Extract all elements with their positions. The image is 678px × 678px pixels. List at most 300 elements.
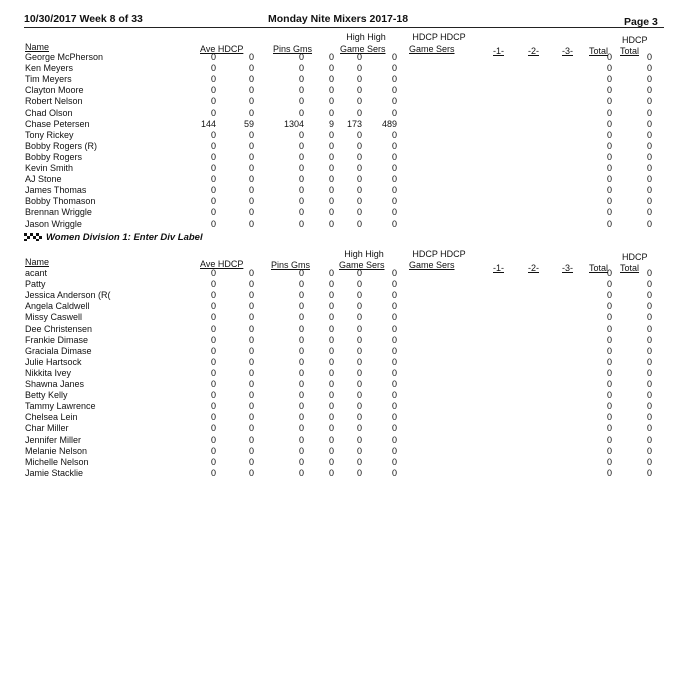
hdcp-total-value: 0: [646, 290, 652, 301]
high-series-value: 0: [391, 85, 397, 96]
high-series-value: 0: [391, 345, 397, 356]
ave-value: 0: [210, 401, 216, 412]
hdcp-total-value: 0: [646, 74, 652, 85]
ave-value: 0: [210, 412, 216, 423]
bowler-name: Dee Christensen: [25, 323, 93, 334]
bowler-name: Ken Meyers: [25, 63, 74, 74]
high-series-value: 0: [391, 456, 397, 467]
hdcp-value: 0: [248, 74, 254, 85]
table-row: [0, 412, 678, 423]
total-value: 0: [606, 345, 612, 356]
total-value: 0: [606, 467, 612, 478]
bowler-name: Brennan Wriggle: [25, 207, 92, 218]
total-value: 0: [606, 129, 612, 140]
high-game-value: 0: [356, 356, 362, 367]
pins-value: 0: [298, 151, 304, 162]
col-total-2: Total: [589, 263, 609, 273]
bowler-name: Graciala Dimase: [25, 345, 92, 356]
total-value: 0: [606, 118, 612, 129]
games-value: 0: [328, 85, 334, 96]
high-game-value: 0: [356, 74, 362, 85]
total-value: 0: [606, 367, 612, 378]
col-game-2-2: -2-: [528, 263, 539, 273]
table-row: [0, 368, 678, 379]
high-game-value: 0: [356, 52, 362, 62]
games-value: 0: [328, 174, 334, 185]
table-row: [0, 312, 678, 323]
ave-value: 0: [210, 345, 216, 356]
hdcp-total-value: 0: [646, 434, 652, 445]
ave-value: 0: [210, 151, 216, 162]
bowler-name: Shawna Janes: [25, 379, 85, 389]
high-series-value: 0: [391, 74, 397, 85]
high-game-value: 0: [356, 401, 362, 412]
ave-value: 0: [210, 74, 216, 85]
bowler-name: Bobby Thomason: [25, 196, 96, 207]
bowler-name: Clayton Moore: [25, 85, 84, 96]
table-row: [0, 141, 678, 152]
hdcp-total-value: 0: [646, 207, 652, 218]
hdcp-value: 0: [248, 401, 254, 412]
high-game-value: 0: [356, 163, 362, 173]
pins-value: 0: [298, 434, 304, 445]
date-week: 10/30/2017 Week 8 of 33: [24, 13, 143, 25]
col-hdcp-total-bottom: Total: [620, 46, 640, 56]
hdcp-value: 0: [248, 96, 254, 107]
ave-value: 0: [210, 218, 216, 229]
pins-value: 0: [298, 334, 304, 345]
hdcp-total-value: 0: [646, 412, 652, 423]
hdcp-value: 0: [248, 423, 254, 434]
hdcp-total-value: 0: [646, 423, 652, 434]
hdcp-total-value: 0: [646, 456, 652, 467]
total-value: 0: [606, 140, 612, 151]
high-series-value: 0: [391, 356, 397, 367]
high-series-value: 0: [391, 185, 397, 196]
hdcp-total-value: 0: [646, 85, 652, 96]
ave-value: 0: [210, 140, 216, 151]
page-number: Page 3: [624, 16, 658, 28]
table-row: [0, 119, 678, 130]
table-row: [0, 435, 678, 446]
hdcp-total-value: 0: [646, 185, 652, 196]
hdcp-total-value: 0: [646, 96, 652, 107]
games-value: 0: [328, 334, 334, 345]
hdcp-total-value: 0: [646, 174, 652, 185]
ave-value: 0: [210, 301, 216, 312]
ave-value: 0: [210, 312, 216, 323]
table-row: [0, 207, 678, 218]
ave-value: 0: [210, 163, 216, 173]
table-row: [0, 290, 678, 301]
hdcp-total-value: 0: [646, 279, 652, 290]
hdcp-value: 0: [248, 140, 254, 151]
bowler-name: Char Miller: [25, 423, 69, 434]
total-value: 0: [606, 74, 612, 85]
table-row: [0, 185, 678, 196]
col-hdcp-bottom: Game Sers: [409, 44, 455, 54]
games-value: 0: [328, 434, 334, 445]
high-game-value: 0: [356, 185, 362, 196]
high-game-value: 173: [346, 118, 362, 129]
table-row: [0, 52, 678, 63]
col-game-3: -3-: [562, 46, 573, 56]
pins-value: 0: [298, 367, 304, 378]
col-game-2: -2-: [528, 46, 539, 56]
table-row: [0, 468, 678, 479]
total-value: 0: [606, 163, 612, 173]
high-game-value: 0: [356, 445, 362, 456]
bowler-name: George McPherson: [25, 52, 104, 62]
col-total: Total: [589, 46, 609, 56]
ave-value: 0: [210, 129, 216, 140]
pins-value: 0: [298, 345, 304, 356]
high-series-value: 0: [391, 379, 397, 389]
pins-value: 0: [298, 185, 304, 196]
ave-value: 0: [210, 279, 216, 290]
total-value: 0: [606, 52, 612, 62]
high-series-value: 0: [391, 107, 397, 118]
ave-value: 0: [210, 456, 216, 467]
table-row: [0, 196, 678, 207]
pins-value: 0: [298, 356, 304, 367]
high-game-value: 0: [356, 434, 362, 445]
games-value: 0: [328, 290, 334, 301]
games-value: 0: [328, 345, 334, 356]
hdcp-value: 0: [248, 107, 254, 118]
high-game-value: 0: [356, 334, 362, 345]
high-game-value: 0: [356, 151, 362, 162]
pins-value: 0: [298, 218, 304, 229]
bowler-name: Jennifer Miller: [25, 434, 82, 445]
col-hdcp-top: HDCP HDCP: [412, 32, 466, 42]
pins-value: 0: [298, 63, 304, 74]
high-game-value: 0: [356, 367, 362, 378]
col-high-top: High High: [346, 32, 386, 42]
table-row: [0, 219, 678, 230]
col-high-bottom: Game Sers: [340, 44, 386, 54]
bowler-name: Robert Nelson: [25, 96, 83, 107]
games-value: 9: [328, 118, 334, 129]
pins-value: 0: [298, 423, 304, 434]
high-series-value: 0: [391, 434, 397, 445]
table-row: [0, 457, 678, 468]
col-pins-gms-2: Pins Gms: [271, 260, 311, 270]
total-value: 0: [606, 107, 612, 118]
games-value: 0: [328, 151, 334, 162]
high-series-value: 0: [391, 63, 397, 74]
bowler-name: Melanie Nelson: [25, 445, 88, 456]
high-game-value: 0: [356, 345, 362, 356]
games-value: 0: [328, 140, 334, 151]
bowler-name: AJ Stone: [25, 174, 62, 185]
total-value: 0: [606, 196, 612, 207]
ave-value: 0: [210, 356, 216, 367]
high-game-value: 0: [356, 323, 362, 334]
pins-value: 0: [298, 412, 304, 423]
table-row: [0, 446, 678, 457]
col-hdcp-bottom-2: Game Sers: [409, 260, 455, 270]
total-value: 0: [606, 85, 612, 96]
table-row: [0, 423, 678, 434]
col-hdcp-total-bottom-2: Total: [620, 263, 640, 273]
pins-value: 0: [298, 96, 304, 107]
high-game-value: 0: [356, 63, 362, 74]
ave-value: 0: [210, 445, 216, 456]
high-game-value: 0: [356, 207, 362, 218]
pins-value: 0: [298, 467, 304, 478]
games-value: 0: [328, 74, 334, 85]
pins-value: 0: [298, 379, 304, 389]
pins-value: 1304: [283, 118, 304, 129]
pins-value: 0: [298, 401, 304, 412]
hdcp-value: 0: [248, 434, 254, 445]
division-label: Women Division 1: Enter Div Label: [46, 232, 203, 243]
hdcp-total-value: 0: [646, 356, 652, 367]
pins-value: 0: [298, 163, 304, 173]
total-value: 0: [606, 445, 612, 456]
hdcp-total-value: 0: [646, 151, 652, 162]
high-series-value: 0: [391, 279, 397, 290]
high-game-value: 0: [356, 412, 362, 423]
high-series-value: 0: [391, 467, 397, 478]
pins-value: 0: [298, 52, 304, 62]
games-value: 0: [328, 185, 334, 196]
hdcp-total-value: 0: [646, 196, 652, 207]
hdcp-total-value: 0: [646, 129, 652, 140]
table-row: [0, 85, 678, 96]
pins-value: 0: [298, 174, 304, 185]
total-value: 0: [606, 312, 612, 323]
high-series-value: 0: [391, 140, 397, 151]
ave-value: 0: [210, 434, 216, 445]
hdcp-value: 59: [243, 118, 254, 129]
ave-value: 0: [210, 185, 216, 196]
pins-value: 0: [298, 74, 304, 85]
hdcp-value: 0: [248, 345, 254, 356]
games-value: 0: [328, 367, 334, 378]
high-series-value: 0: [391, 207, 397, 218]
hdcp-value: 0: [248, 268, 254, 278]
total-value: 0: [606, 63, 612, 74]
total-value: 0: [606, 185, 612, 196]
table-row: [0, 130, 678, 141]
high-series-value: 0: [391, 445, 397, 456]
bowler-name: Kevin Smith: [25, 163, 74, 173]
high-game-value: 0: [356, 85, 362, 96]
pins-value: 0: [298, 290, 304, 301]
games-value: 0: [328, 107, 334, 118]
table-row: [0, 335, 678, 346]
high-game-value: 0: [356, 290, 362, 301]
pins-value: 0: [298, 85, 304, 96]
high-game-value: 0: [356, 218, 362, 229]
total-value: 0: [606, 174, 612, 185]
high-series-value: 489: [381, 118, 397, 129]
games-value: 0: [328, 96, 334, 107]
hdcp-value: 0: [248, 334, 254, 345]
pins-value: 0: [298, 129, 304, 140]
games-value: 0: [328, 268, 334, 278]
high-game-value: 0: [356, 107, 362, 118]
table-row: [0, 379, 678, 390]
table-row: [0, 301, 678, 312]
hdcp-total-value: 0: [646, 301, 652, 312]
high-game-value: 0: [356, 312, 362, 323]
ave-value: 0: [210, 367, 216, 378]
table-row: [0, 63, 678, 74]
high-series-value: 0: [391, 151, 397, 162]
ave-value: 0: [210, 52, 216, 62]
total-value: 0: [606, 96, 612, 107]
high-series-value: 0: [391, 96, 397, 107]
col-high-bottom-2: Game Sers: [339, 260, 385, 270]
total-value: 0: [606, 456, 612, 467]
table-row: [0, 163, 678, 174]
table-row: [0, 74, 678, 85]
col-game-1: -1-: [493, 46, 504, 56]
high-series-value: 0: [391, 218, 397, 229]
games-value: 0: [328, 356, 334, 367]
games-value: 0: [328, 63, 334, 74]
high-series-value: 0: [391, 312, 397, 323]
hdcp-value: 0: [248, 301, 254, 312]
ave-value: 0: [210, 268, 216, 278]
table-row: [0, 401, 678, 412]
pins-value: 0: [298, 445, 304, 456]
ave-value: 0: [210, 334, 216, 345]
high-series-value: 0: [391, 412, 397, 423]
bowler-name: Tammy Lawrence: [25, 401, 96, 412]
pins-value: 0: [298, 268, 304, 278]
hdcp-total-value: 0: [646, 118, 652, 129]
ave-value: 0: [210, 290, 216, 301]
games-value: 0: [328, 379, 334, 389]
col-game-1-2: -1-: [493, 263, 504, 273]
ave-value: 0: [210, 467, 216, 478]
total-value: 0: [606, 423, 612, 434]
ave-value: 0: [210, 96, 216, 107]
high-series-value: 0: [391, 367, 397, 378]
hdcp-total-value: 0: [646, 140, 652, 151]
hdcp-total-value: 0: [646, 268, 652, 278]
hdcp-total-value: 0: [646, 63, 652, 74]
division-heading: [24, 232, 203, 243]
hdcp-value: 0: [248, 196, 254, 207]
col-pins-gms: Pins Gms: [273, 44, 313, 54]
total-value: 0: [606, 434, 612, 445]
table-row: [0, 279, 678, 290]
hdcp-value: 0: [248, 367, 254, 378]
hdcp-value: 0: [248, 390, 254, 401]
games-value: 0: [328, 323, 334, 334]
bowler-name: Julie Hartsock: [25, 356, 82, 367]
total-value: 0: [606, 279, 612, 290]
games-value: 0: [328, 218, 334, 229]
games-value: 0: [328, 467, 334, 478]
hdcp-total-value: 0: [646, 107, 652, 118]
col-hdcp-total-top-2: HDCP: [622, 252, 648, 262]
high-game-value: 0: [356, 174, 362, 185]
hdcp-value: 0: [248, 185, 254, 196]
high-series-value: 0: [391, 401, 397, 412]
bowler-name: James Thomas: [25, 185, 87, 196]
ave-value: 0: [210, 85, 216, 96]
hdcp-total-value: 0: [646, 312, 652, 323]
hdcp-value: 0: [248, 63, 254, 74]
hdcp-value: 0: [248, 356, 254, 367]
table-row: [0, 108, 678, 119]
pins-value: 0: [298, 456, 304, 467]
games-value: 0: [328, 163, 334, 173]
table-row: [0, 346, 678, 357]
col-high-top-2: High High: [344, 249, 384, 259]
ave-value: 144: [200, 118, 216, 129]
bowler-name: Missy Caswell: [25, 312, 83, 323]
bowler-name: Michelle Nelson: [25, 456, 89, 467]
hdcp-value: 0: [248, 379, 254, 389]
bowler-name: Jamie Stacklie: [25, 467, 84, 478]
bowler-name: Tim Meyers: [25, 74, 72, 85]
col-name: Name: [25, 42, 50, 52]
high-series-value: 0: [391, 196, 397, 207]
hdcp-total-value: 0: [646, 467, 652, 478]
games-value: 0: [328, 312, 334, 323]
games-value: 0: [328, 52, 334, 62]
total-value: 0: [606, 412, 612, 423]
high-series-value: 0: [391, 301, 397, 312]
games-value: 0: [328, 129, 334, 140]
high-series-value: 0: [391, 323, 397, 334]
hdcp-total-value: 0: [646, 334, 652, 345]
high-series-value: 0: [391, 163, 397, 173]
pins-value: 0: [298, 140, 304, 151]
ave-value: 0: [210, 390, 216, 401]
col-ave-hdcp: Ave HDCP: [200, 44, 244, 54]
checkered-flag-icon: [24, 233, 42, 241]
ave-value: 0: [210, 196, 216, 207]
games-value: 0: [328, 401, 334, 412]
hdcp-value: 0: [248, 151, 254, 162]
total-value: 0: [606, 151, 612, 162]
high-game-value: 0: [356, 268, 362, 278]
games-value: 0: [328, 390, 334, 401]
high-game-value: 0: [356, 129, 362, 140]
col-hdcp-top-2: HDCP HDCP: [412, 249, 466, 259]
pins-value: 0: [298, 323, 304, 334]
ave-value: 0: [210, 207, 216, 218]
ave-value: 0: [210, 323, 216, 334]
pins-value: 0: [298, 312, 304, 323]
header-rule: [24, 27, 664, 28]
pins-value: 0: [298, 301, 304, 312]
hdcp-value: 0: [248, 85, 254, 96]
total-value: 0: [606, 401, 612, 412]
hdcp-total-value: 0: [646, 323, 652, 334]
games-value: 0: [328, 423, 334, 434]
high-series-value: 0: [391, 268, 397, 278]
total-value: 0: [606, 290, 612, 301]
hdcp-value: 0: [248, 279, 254, 290]
pins-value: 0: [298, 196, 304, 207]
high-game-value: 0: [356, 467, 362, 478]
games-value: 0: [328, 456, 334, 467]
ave-value: 0: [210, 379, 216, 389]
hdcp-value: 0: [248, 467, 254, 478]
hdcp-value: 0: [248, 52, 254, 62]
games-value: 0: [328, 196, 334, 207]
table-row: [0, 357, 678, 368]
